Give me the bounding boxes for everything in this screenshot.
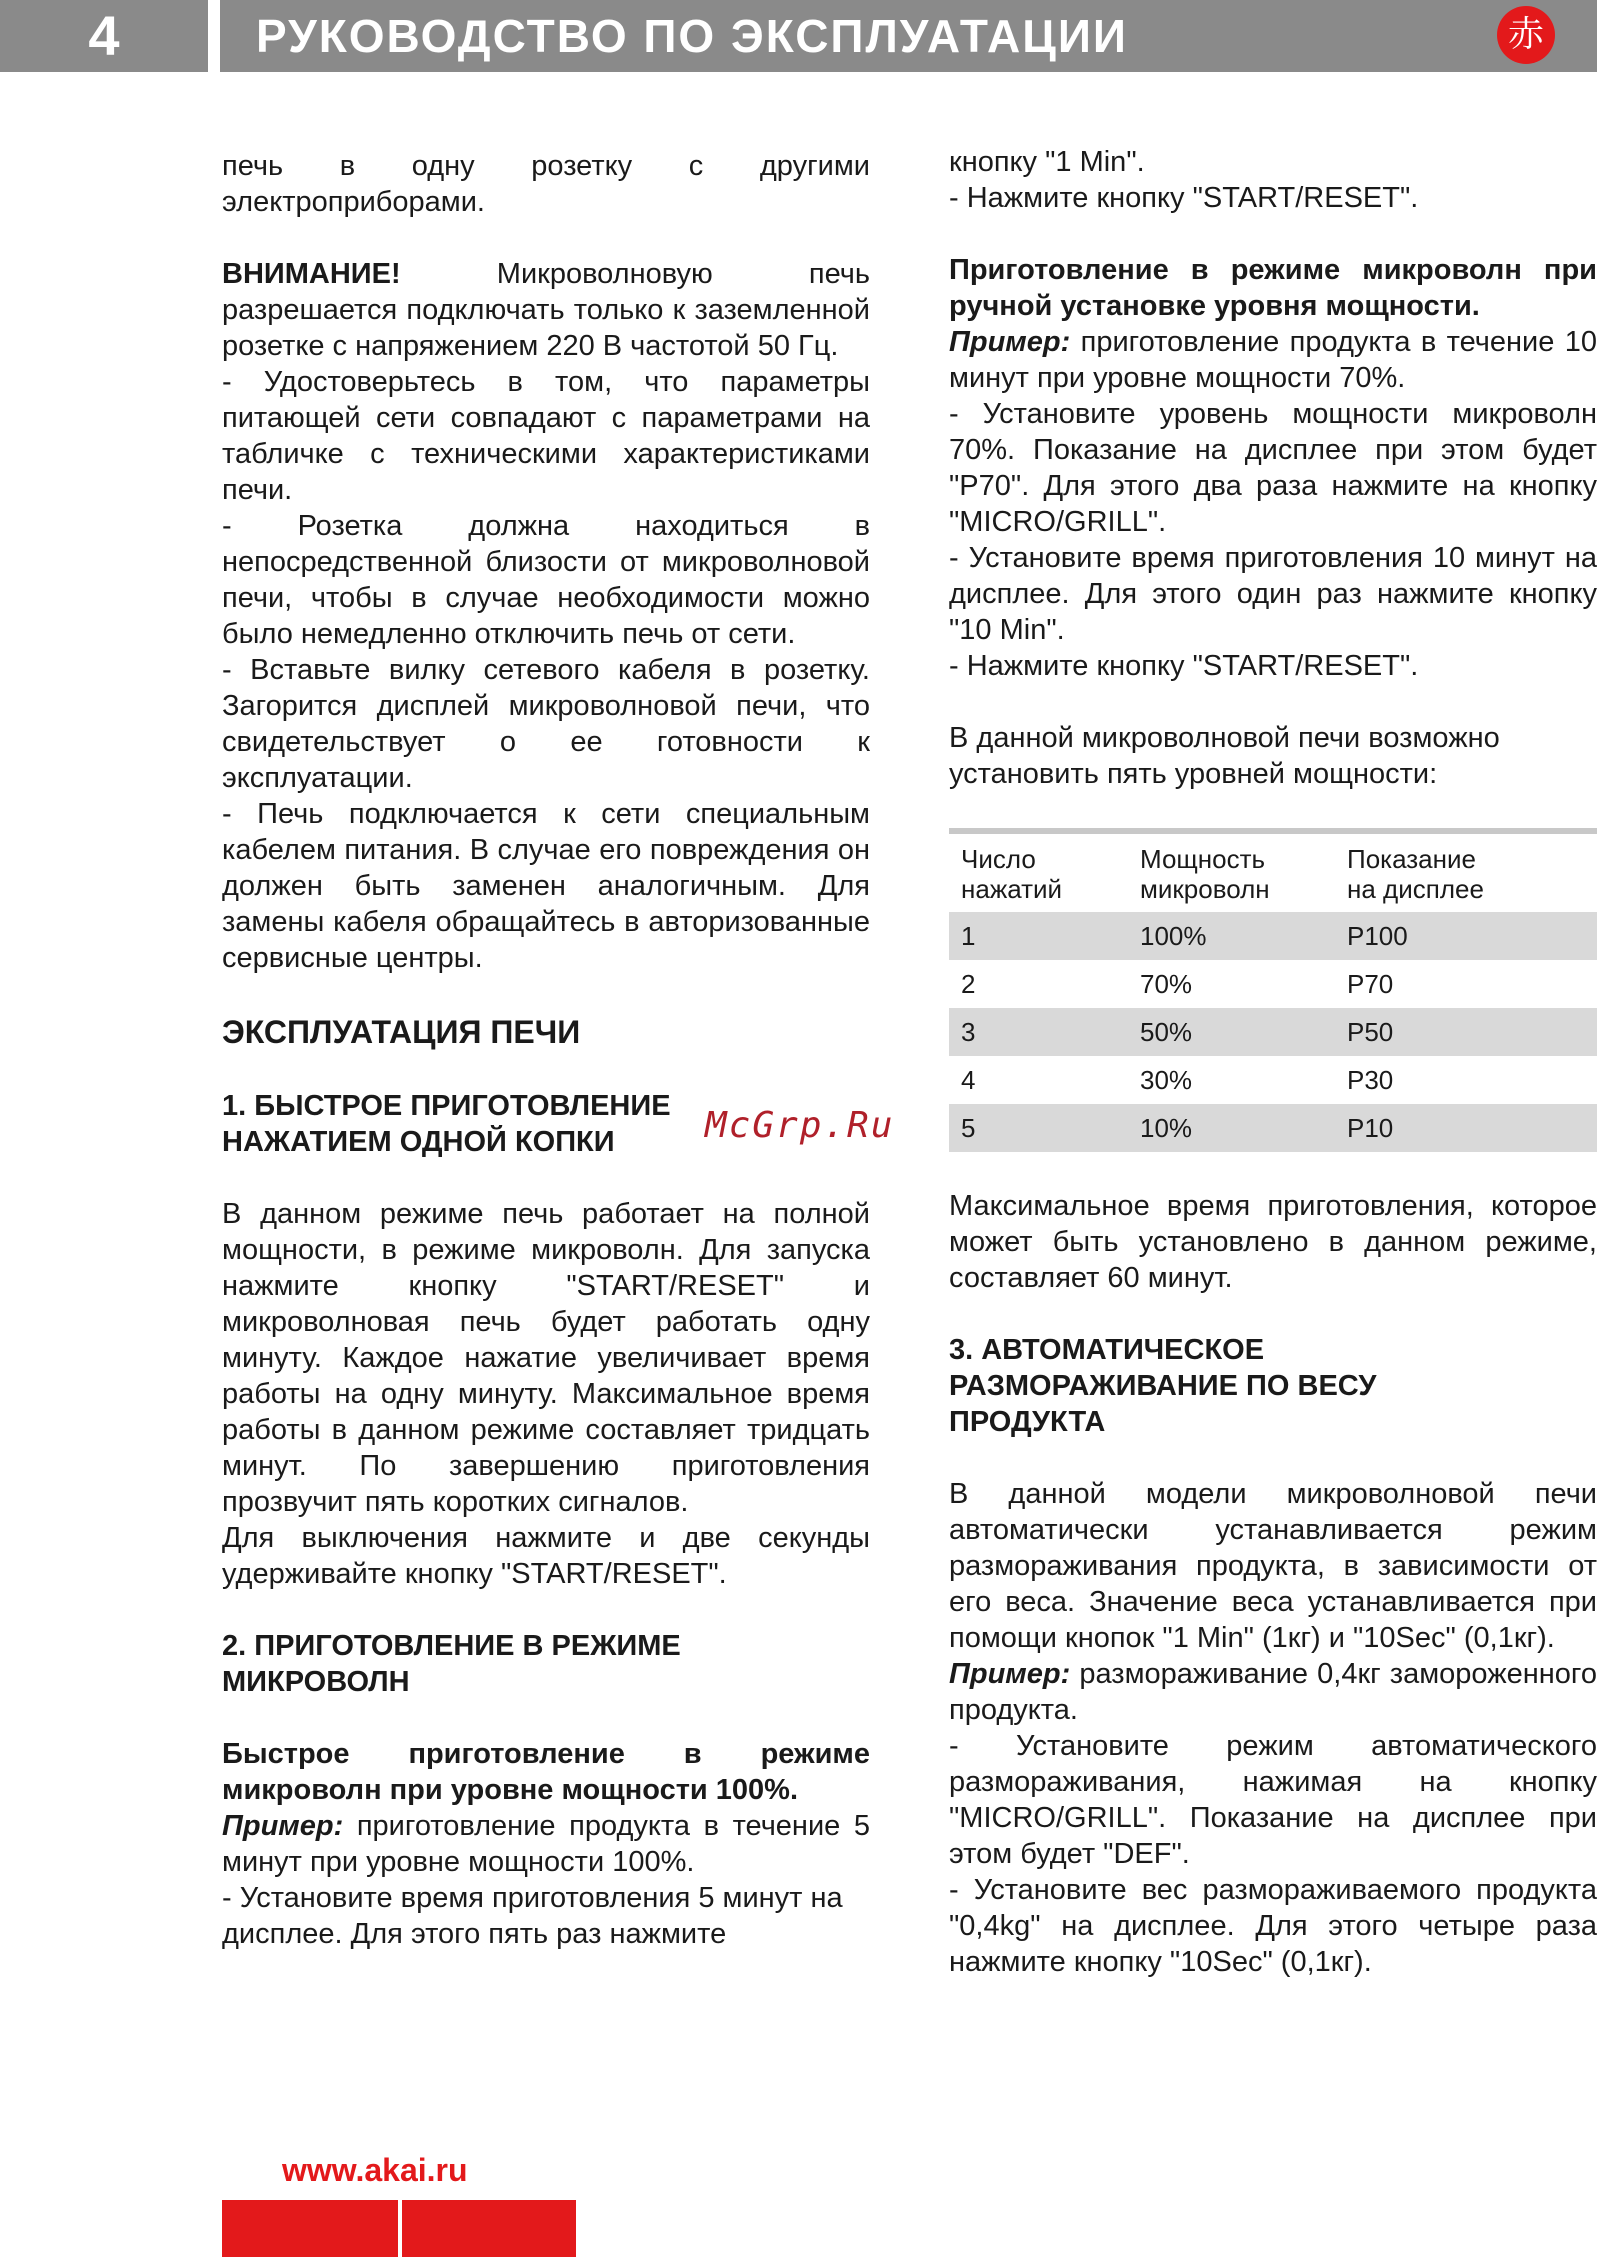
paragraph: кнопку "1 Min".	[949, 146, 1145, 178]
paragraph: печь в одну розетку с другими электроприборами.	[222, 150, 870, 218]
table-row: 2 70% P70	[961, 969, 1394, 999]
right-column	[949, 148, 1597, 1980]
paragraph: Для выключения нажмите и две секунды удерживайте кнопку "START/RESET".	[222, 1522, 870, 1590]
paragraph: - Установите время приготовления 10 минут на дисплее. Для этого один раз нажмите кнопку "10 Min".	[949, 542, 1597, 646]
column-header: Мощность микроволн	[1140, 844, 1270, 904]
paragraph: - Нажмите кнопку "START/RESET".	[949, 650, 1419, 682]
subheading: Быстрое приготовление в режиме микроволн при уровне мощности 100%.	[222, 1738, 870, 1806]
header-title: РУКОВОДСТВО ПО ЭКСПЛУАТАЦИИ	[256, 10, 1128, 62]
left-column	[222, 148, 870, 1952]
table-row: 1 100% P100	[949, 912, 1597, 960]
power-levels-table	[949, 828, 1597, 1152]
brand-logo-icon: 赤	[1497, 6, 1555, 64]
table-row: 4 30% P30	[961, 1065, 1394, 1095]
section-heading: 3. АВТОМАТИЧЕСКОЕ РАЗМОРАЖИВАНИЕ ПО ВЕСУ ПРОДУКТА	[949, 1334, 1377, 1438]
example-paragraph: Пример: размораживание 0,4кг замороженного продукта.	[949, 1658, 1597, 1726]
paragraph: В данном режиме печь работает на полной мощности, в режиме микроволн. Для запуска нажмите кнопку "START/RESET" и микроволновая печь будет работать одну минуту. Каждое нажатие увеличивает время работы на одну минуту. Максимальное время работы в данном режиме составляет тридцать минут. По завершению приготовления прозвучит пять коротких сигналов.	[222, 1198, 870, 1518]
paragraph: - Установите уровень мощности микроволн 70%. Показание на дисплее при этом будет "P70". Для этого два раза нажмите на кнопку "MICRO/GRILL".	[949, 398, 1597, 538]
example-paragraph: Пример: приготовление продукта в течение 10 минут при уровне мощности 70%.	[949, 326, 1597, 394]
paragraph: - Установите режим автоматического размораживания, нажимая на кнопку "MICRO/GRILL". Показание на дисплее при этом будет "DEF".	[949, 1730, 1597, 1870]
paragraph: - Нажмите кнопку "START/RESET".	[949, 182, 1419, 214]
paragraph: - Установите вес размораживаемого продукта "0,4kg" на дисплее. Для этого четыре раза нажмите кнопку "10Sec" (0,1кг).	[949, 1874, 1597, 1978]
footer-website-link[interactable]: www.akai.ru	[282, 2152, 468, 2188]
paragraph: - Удостоверьтесь в том, что параметры питающей сети совпадают с параметрами на табличке с техническими характеристиками печи.	[222, 366, 870, 506]
table-header-row	[949, 831, 1597, 912]
example-paragraph: Пример: приготовление продукта в течение 5 минут при уровне мощности 100%.	[222, 1810, 870, 1878]
table-row: 5 10% P10	[949, 1104, 1597, 1152]
paragraph: В данной микроволновой печи возможно установить пять уровней мощности:	[949, 722, 1500, 790]
subheading: Приготовление в режиме микроволн при ручной установке уровня мощности.	[949, 254, 1597, 322]
warning-label: ВНИМАНИЕ!	[222, 258, 401, 290]
column-header: Число нажатий	[961, 844, 1063, 904]
section-title: ЭКСПЛУАТАЦИЯ ПЕЧИ	[222, 1014, 581, 1050]
header-bar	[220, 0, 1597, 72]
column-header: Показание на дисплее	[1347, 844, 1484, 904]
warning-paragraph: ВНИМАНИЕ! Микроволновую печь разрешается подключать только к заземленной розетке с напряжением 220 В частотой 50 Гц.	[222, 258, 870, 362]
paragraph: - Розетка должна находиться в непосредственной близости от микроволновой печи, чтобы в случае необходимости можно было немедленно отключить печь от сети.	[222, 510, 870, 650]
paragraph: Максимальное время приготовления, которое может быть установлено в данном режиме, составляет 60 минут.	[949, 1190, 1597, 1294]
section-heading: 2. ПРИГОТОВЛЕНИЕ В РЕЖИМЕ МИКРОВОЛН	[222, 1630, 681, 1698]
watermark: McGrp.Ru	[705, 1105, 895, 1146]
footer-bar	[222, 2200, 576, 2257]
paragraph: - Печь подключается к сети специальным кабелем питания. В случае его повреждения он должен быть заменен аналогичным. Для замены кабеля обращайтесь в авторизованные сервисные центры.	[222, 798, 870, 974]
page-number: 4	[0, 0, 208, 72]
paragraph: В данной модели микроволновой печи автоматически устанавливается режим размораживания продукта, в зависимости от его веса. Значение веса устанавливается при помощи кнопок "1 Min" (1кг) и "10Sec" (0,1кг).	[949, 1478, 1597, 1654]
paragraph: - Вставьте вилку сетевого кабеля в розетку. Загорится дисплей микроволновой печи, что свидетельствует о ее готовности к эксплуатации.	[222, 654, 870, 794]
table-row: 3 50% P50	[949, 1008, 1597, 1056]
paragraph: - Установите время приготовления 5 минут на дисплее. Для этого пять раз нажмите	[222, 1882, 843, 1950]
section-heading: 1. БЫСТРОЕ ПРИГОТОВЛЕНИЕ НАЖАТИЕМ ОДНОЙ КОПКИ	[222, 1090, 671, 1158]
